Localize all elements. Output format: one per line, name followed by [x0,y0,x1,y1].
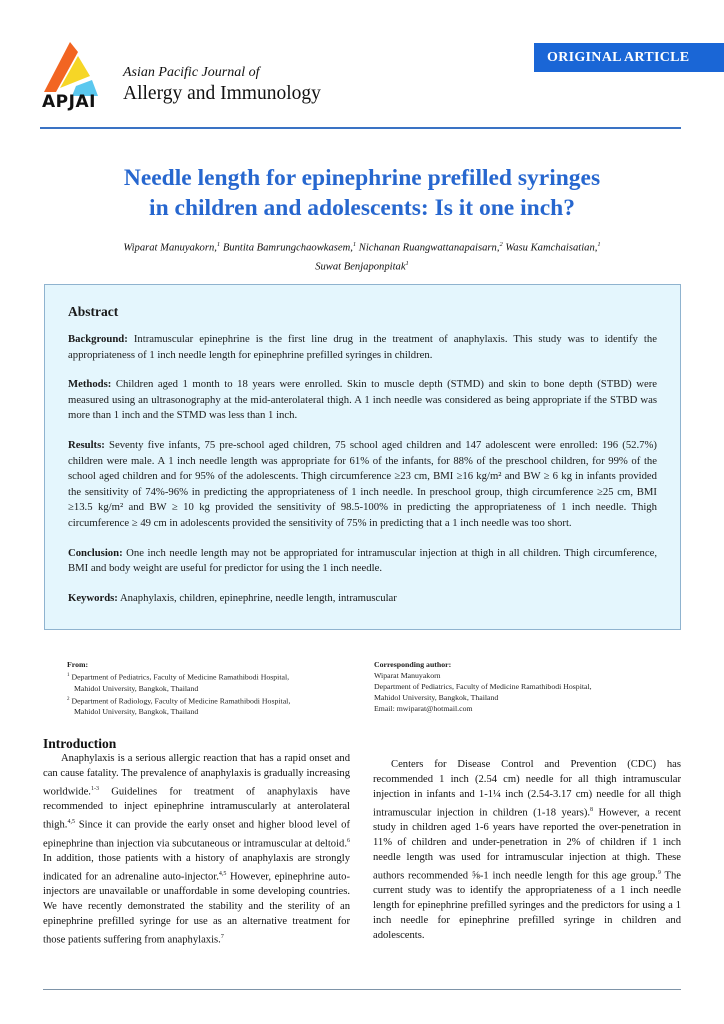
section-label: Conclusion: [68,546,123,559]
citation[interactable]: 6 [347,837,350,844]
author: Wiparat Manuyakorn, [123,242,217,254]
author: Wasu Kamchaisatian, [505,242,598,254]
author-affiliation: 1 [597,241,601,248]
corresponding-label: Corresponding author: [374,660,452,669]
author-affiliation: 1 [405,259,409,267]
section-label: Results: [68,438,105,451]
footer-divider [43,989,681,990]
citation[interactable]: 1-3 [90,785,99,792]
citation[interactable]: 4,5 [67,819,75,826]
corresponding-univ: Mahidol University, Bangkok, Thailand [374,693,499,702]
corresponding-email[interactable]: Email: mwiparat@hotmail.com [374,704,473,713]
section-label: Background: [68,333,128,345]
header-divider [40,127,681,129]
author-affiliation: 1 [216,241,221,248]
journal-name-line2: Allergy and Immunology [123,83,321,104]
introduction-heading: Introduction [43,736,117,751]
affiliation-item: $^2$ Department of Radiology, Faculty of Medicine Ramathibodi Hospital, [67,696,291,706]
section-label: Methods: [68,378,112,391]
article-type-badge: ORIGINAL ARTICLE [534,43,724,72]
author: Nichanan Ruangwattanapaisarn, [358,242,500,254]
author: Suwat Benjaponpitak [315,261,406,273]
title-line-2: in children and adolescents: Is it one inch? [149,195,575,221]
author-affiliation: 2 [499,241,503,248]
abstract-conclusion [68,546,657,577]
abstract-background [68,332,657,363]
logo-text: APJAI [42,92,96,112]
abstract-methods [68,377,657,424]
section-text: Seventy five infants, 75 pre-school aged children, 75 school aged children and 147 adolescent were enrolled: 196 (52.7%) children were male. A 1 inch needle length was appropriate for 61% of the infants, for 88% of the preschool children, for 99% of the school aged children and for 95% of the adolescents. Thigh circumference ≥23 cm, BMI ≥16 kg/m² and BW ≥ 6 kg in infants provided the sensitivity of 74%-96% in predicting the appropriateness of 1 inch needle. In preschool group, thigh circumference ≥25 cm, BMI ≥13.5 kg/m² and BW ≥ 10 kg provided the sensitivity of 98.5-100% in predicting the appropriateness of 1 inch needle. Thigh circumference ≥ 49 cm in adolescents provided the sensitivity of 75% in predicting that a 1 inch needle was too short. [68,438,657,529]
section-text: Children aged 1 month to 18 years were enrolled. Skin to muscle depth (STMD) and skin to bone depth (STBD) were measured using an ultrasonography at the mid-anterolateral thigh. A 1 inch needle was considered as being appropriate if the STBD was more than 1 inch and the STMD was less than 1 inch. [68,378,657,422]
corresponding-author [374,659,674,714]
intro-paragraph: Anaphylaxis is a serious allergic reaction that has a rapid onset and can cause fatality. The prevalence of anaphylaxis is gradually increasing worldwide.$^{1-3}$ Guidelines for treatment of anaphylaxis have recommended to inject epinephrine intramuscularly at anterolateral thigh.$^{4,5}$ Since it can provide the early onset and higher blood level of epinephrine than injection via subcutaneous or intramuscular at deltoid.$^6$ In addition, those patients with a history of anaphylaxis are strongly indicated for an adrenaline auto-injector.$^{4,5}$ However, epinephrine auto-injectors are unavailable or unaffordable in some developing countries. We have recently demonstrated the stability and the sterility of an epinephrine prefilled syringe for use as an alternative treatment for those patients suffering from anaphylaxis.$^7$ [43,753,350,946]
author-affiliation: 1 [352,241,357,248]
author: Buntita Bamrungchaowkasem, [222,242,353,254]
intro-column-left [43,752,350,949]
affiliation-item: $^1$ Department of Pediatrics, Faculty of Medicine Ramathibodi Hospital, [67,672,290,682]
citation[interactable]: 7 [220,934,224,941]
intro-column-right [373,758,681,944]
title-line-1: Needle length for epinephrine prefilled syringes [123,165,601,191]
abstract-results [68,438,657,532]
section-text: One inch needle length may not be appropriated for intramuscular injection at thigh in all children. Thigh circumference, BMI and body weight are useful for predictor for using the 1 inch needle. [68,546,657,575]
abstract-box [44,284,681,630]
section-text: Intramuscular epinephrine is the first line drug in the treatment of anaphylaxis. This study was to identify the appropriateness of 1 inch needle length for epinephrine prefilled syringes in children. [68,333,657,361]
section-label: Keywords: [68,591,118,604]
author-list [60,237,664,274]
intro-paragraph: Centers for Disease Control and Prevention (CDC) has recommended 1 inch (2.54 cm) needle for all thigh intramuscular injection in infants and 1-1¼ inch (2.54-3.17 cm) needle for all thigh intramuscular injection in children (1-18 years).$^8$ However, a recent study in children aged 1-6 years have reported the over-penetration in 11% of children and under-penetration in 2% of children if 1 inch needle length was used for intramuscular injection at thigh. These authors recommended ⅝-1 inch needle length for this age group.$^9$ The current study was to identify the appropriateness of a 1 inch needle length for epinephrine prefilled syringes and the predictors for using a 1 inch needle for epinephrine prefilled syringe in children and adolescents. [373,759,682,942]
section-text: Anaphylaxis, children, epinephrine, needle length, intramuscular [117,591,397,604]
corresponding-name: Wiparat Manuyakorn [374,671,441,680]
citation[interactable]: 9 [657,869,661,876]
citation[interactable]: 4,5 [218,870,227,877]
abstract-keywords [68,591,657,607]
journal-name-line1: Asian Pacific Journal of [123,65,260,80]
corresponding-dept: Department of Pediatrics, Faculty of Medicine Ramathibodi Hospital, [374,682,592,691]
affiliations: From: $^1$ Department of Pediatrics, Faculty of Medicine Ramathibodi Hospital, Mahidol University, Bangkok, Thailand $^2$ Department of Radiology, Faculty of Medicine Ramathibodi Hospital, Mahidol University, Bangkok, Thailand [67,659,337,717]
citation[interactable]: 8 [590,806,594,813]
affiliations-label: From: [67,660,89,669]
paper-title [60,163,664,223]
abstract-heading: Abstract [68,304,119,319]
